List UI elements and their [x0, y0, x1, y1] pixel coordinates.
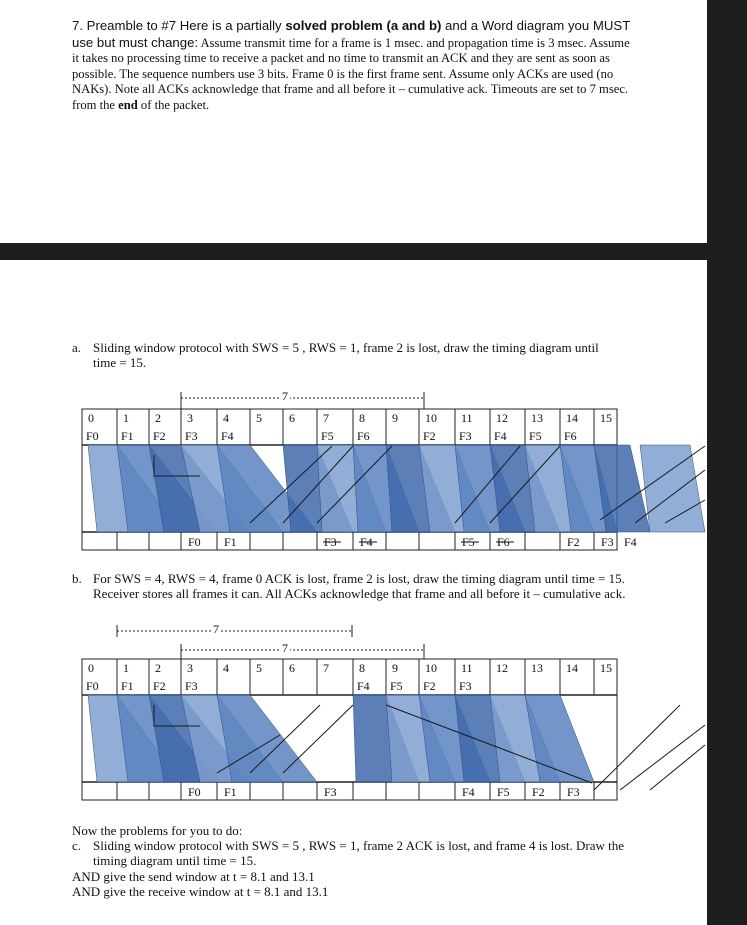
diagram-b-time-label: 4 — [223, 661, 229, 675]
diagram-a-time-label: 1 — [123, 411, 129, 425]
diagram-a-send-label: F2 — [153, 429, 166, 443]
diagram-a-recv-label: F1 — [224, 535, 237, 549]
diagram-b-frame-transit — [217, 695, 317, 782]
diagram-a-time-label: 4 — [223, 411, 229, 425]
diagram-a-send-label: F6 — [357, 429, 370, 443]
diagram-a-time-label: 7 — [323, 411, 329, 425]
diagram-b-send-label: F3 — [459, 679, 472, 693]
diagram-b-send-label: F3 — [185, 679, 198, 693]
diagram-a-time-label: 14 — [566, 411, 578, 425]
diagram-b-send-label: F5 — [390, 679, 403, 693]
diagram-a-timeout-label: 7 — [282, 389, 288, 403]
diagram-b-time-label: 2 — [155, 661, 161, 675]
diagram-a-time-label: 5 — [256, 411, 262, 425]
diagram-a-recv-label: F3 — [601, 535, 614, 549]
diagram-a-send-label: F2 — [423, 429, 436, 443]
diagram-b-recv-label: F3 — [324, 785, 337, 799]
diagram-b-time-label: 11 — [461, 661, 473, 675]
diagram-b-time-label: 14 — [566, 661, 578, 675]
diagram-a-time-label: 9 — [392, 411, 398, 425]
diagram-b — [82, 622, 705, 800]
preamble-bold: solved problem (a and b) — [285, 18, 442, 33]
diagram-b-time-label: 0 — [88, 661, 94, 675]
diagram-b-recv-label: F2 — [532, 785, 545, 799]
diagram-a-time-label: 15 — [600, 411, 612, 425]
diagram-a-send-label: F1 — [121, 429, 134, 443]
diagram-a-send-label: F4 — [221, 429, 234, 443]
preamble-tail: and a Word diagram you MUST use but must change: — [72, 18, 631, 50]
diagram-b-send-label: F2 — [423, 679, 436, 693]
diagram-b-time-label: 9 — [392, 661, 398, 675]
diagram-b-time-label: 13 — [531, 661, 543, 675]
diagram-b-recv-label: F4 — [462, 785, 475, 799]
diagram-a-time-label: 6 — [289, 411, 295, 425]
diagram-b-time-label: 3 — [187, 661, 193, 675]
diagram-a-time-label: 12 — [496, 411, 508, 425]
diagram-b-frames — [88, 695, 705, 790]
diagram-a-time-label: 8 — [359, 411, 365, 425]
part-b-body: For SWS = 4, RWS = 4, frame 0 ACK is lost, frame 2 is lost, draw the timing diagram until time = 15. Receiver stores all frames it can. All ACKs acknowledge that frame and all before it – cumulative ack. — [93, 571, 626, 601]
diagram-b-time-label: 15 — [600, 661, 612, 675]
diagram-a-send-label: F0 — [86, 429, 99, 443]
diagram-a-time-label: 0 — [88, 411, 94, 425]
diagram-b-timeout-label-2: 7 — [282, 641, 288, 655]
diagram-a-recv-label: F2 — [567, 535, 580, 549]
preamble-body: Assume transmit time for a frame is 1 msec. and propagation time is 3 msec. Assume it takes no processing time to receive a packet and no time to transmit an ACK and they are sent as soon as possible. The sequence numbers use 3 bits. Frame 0 is the first frame sent. Assume only ACKs are used (no NAKs). Note all ACKs acknowledge that frame and all before it – cumulative ack. Timeouts are set to 7 msec. from the — [72, 35, 630, 112]
part-a-body: Sliding window protocol with SWS = 5 , RWS = 1, frame 2 is lost, draw the timing diagram until time = 15. — [93, 340, 599, 370]
diagram-a-time-label: 2 — [155, 411, 161, 425]
diagram-b-time-label: 1 — [123, 661, 129, 675]
diagram-b-recv-label: F1 — [224, 785, 237, 799]
diagram-b-recv-label: F0 — [188, 785, 201, 799]
diagram-a-send-label: F6 — [564, 429, 577, 443]
problem-c-text: Sliding window protocol with SWS = 5 , RWS = 1, frame 2 ACK is lost, and frame 4 is lost. Draw the timing diagram until time = 15. — [93, 838, 625, 869]
diagram-b-send-label: F1 — [121, 679, 134, 693]
diagram-a-send-label: F4 — [494, 429, 507, 443]
problem-c-label: c. — [72, 838, 82, 854]
diagram-b-send-label: F0 — [86, 679, 99, 693]
diagram-a-recv-label: F5 — [462, 535, 475, 549]
diagram-a-send-label: F3 — [185, 429, 198, 443]
diagram-a-send-label: F5 — [321, 429, 334, 443]
diagram-b-time-label: 7 — [323, 661, 329, 675]
diagram-a-send-label: F5 — [529, 429, 542, 443]
diagram-b-recv-label: F3 — [567, 785, 580, 799]
preamble-end-tail: of the packet. — [137, 97, 210, 112]
diagram-a-recv-label: F0 — [188, 535, 201, 549]
diagram-b-recv-label: F5 — [497, 785, 510, 799]
and-send-window: AND give the send window at t = 8.1 and 13.1 — [72, 868, 315, 884]
diagram-a-time-label: 10 — [425, 411, 437, 425]
diagram-b-ack-line — [650, 745, 705, 790]
diagram-a-recv-label: F4 — [360, 535, 373, 549]
diagram-a-recv-label: F3 — [324, 535, 337, 549]
problems-intro: Now the problems for you to do: — [72, 823, 243, 838]
diagram-b-time-label: 8 — [359, 661, 365, 675]
diagram-b-time-label: 12 — [496, 661, 508, 675]
diagram-a-time-label: 11 — [461, 411, 473, 425]
part-b-label: b. — [72, 571, 82, 586]
diagram-a-recv-label: F4 — [624, 535, 637, 549]
diagram-a-send-label: F3 — [459, 429, 472, 443]
diagram-b-timeout-label-1: 7 — [213, 622, 219, 636]
diagram-a — [82, 389, 705, 550]
diagram-b-send-label: F2 — [153, 679, 166, 693]
diagram-b-time-label: 5 — [256, 661, 262, 675]
preamble-lead: 7. Preamble to #7 Here is a partially — [72, 18, 286, 33]
diagram-b-send-label: F4 — [357, 679, 370, 693]
diagram-a-time-label: 3 — [187, 411, 193, 425]
diagram-b-time-label: 10 — [425, 661, 437, 675]
diagram-b-time-label: 6 — [289, 661, 295, 675]
diagram-b-ack-line — [283, 705, 353, 773]
preamble-end-word: end — [118, 97, 138, 112]
and-receive-window: AND give the receive window at t = 8.1 and 13.1 — [72, 883, 329, 899]
diagram-a-frames — [88, 445, 705, 532]
diagram-a-time-label: 13 — [531, 411, 543, 425]
diagram-a-recv-label: F6 — [497, 535, 510, 549]
part-a-label: a. — [72, 340, 82, 355]
